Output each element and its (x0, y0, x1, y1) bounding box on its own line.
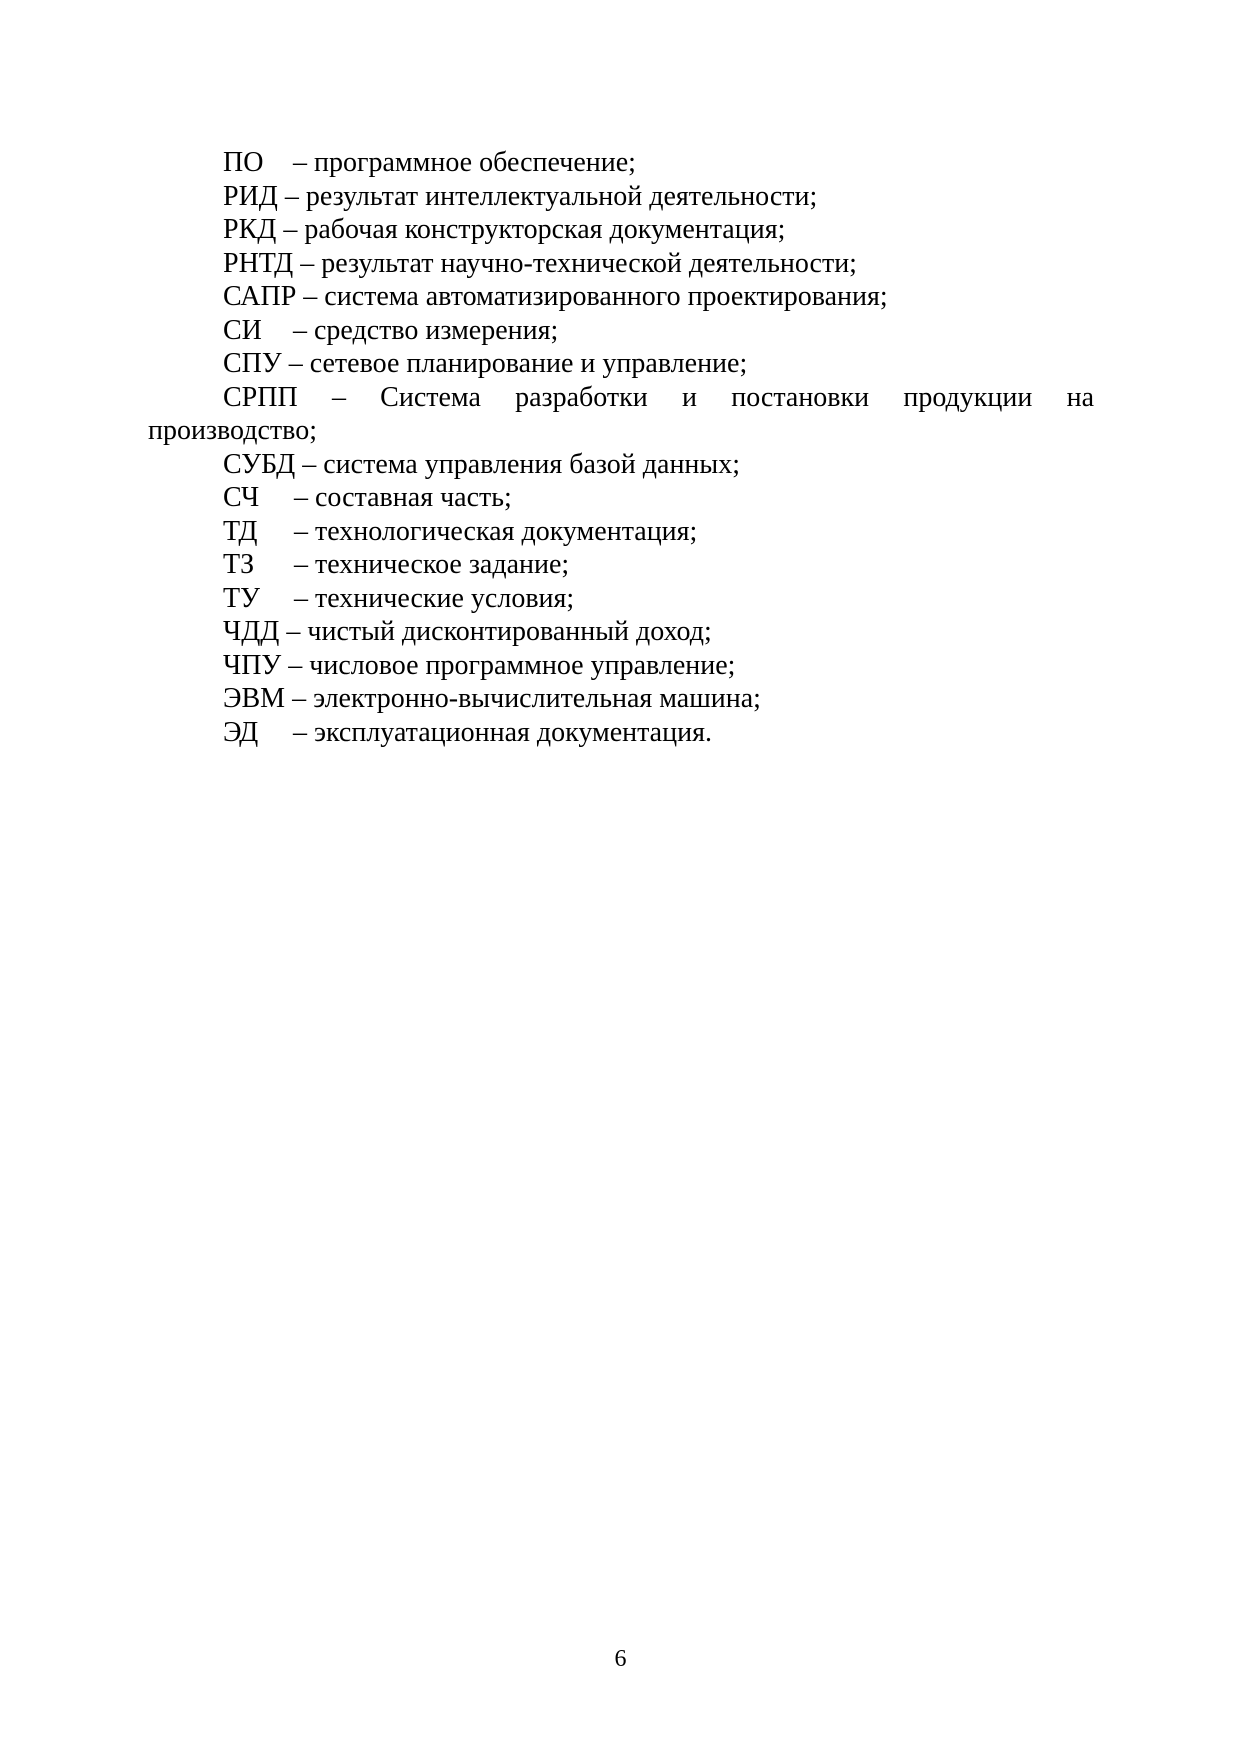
abbreviation-term: ЭВМ (223, 683, 286, 714)
definition-word: и (681, 381, 697, 413)
abbreviation-term: ЭД (223, 716, 259, 748)
abbreviation-entry (148, 716, 1094, 750)
definition-word: на (1066, 381, 1094, 413)
abbreviation-definition: – программное обеспечение; (293, 147, 636, 178)
abbreviation-inline (223, 448, 740, 482)
definition-word: продукции (903, 381, 1033, 413)
abbreviation-inline (223, 347, 747, 381)
abbreviation-definition: – сетевое планирование и управление; (288, 348, 748, 379)
abbreviation-list (148, 146, 1094, 749)
abbreviation-continuation (148, 414, 1094, 448)
abbreviation-term: РНТД (223, 247, 294, 279)
abbreviation-inline (223, 682, 761, 716)
definition-word: Система (380, 381, 481, 413)
abbreviation-entry (148, 682, 1094, 716)
abbreviation-inline (223, 649, 735, 683)
abbreviation-inline (223, 615, 712, 649)
abbreviation-term: ТД (223, 515, 258, 547)
abbreviation-term: СРПП (223, 381, 298, 413)
abbreviation-definition: – технологическая документация; (294, 515, 698, 547)
abbreviation-term: ТЗ (223, 549, 255, 580)
abbreviation-entry (148, 314, 1094, 348)
abbreviation-entry (148, 247, 1094, 281)
abbreviation-term: РКД (223, 214, 277, 245)
abbreviation-entry (148, 347, 1094, 381)
abbreviation-entry-justified (148, 381, 1094, 415)
page-number: 6 (614, 1646, 627, 1672)
abbreviation-entry (148, 213, 1094, 247)
abbreviation-entry (148, 615, 1094, 649)
abbreviation-term: ЧДД (223, 616, 280, 647)
abbreviation-entry (148, 180, 1094, 214)
abbreviation-inline (223, 180, 817, 214)
abbreviation-term: СУБД (223, 448, 296, 480)
abbreviation-entry (148, 582, 1094, 616)
abbreviation-entry (148, 448, 1094, 482)
abbreviation-term: ТУ (223, 582, 260, 614)
abbreviation-entry (148, 280, 1094, 314)
definition-word: разработки (515, 381, 648, 413)
abbreviation-entry (148, 146, 1094, 180)
abbreviation-entry (148, 548, 1094, 582)
abbreviation-inline (223, 280, 888, 314)
abbreviation-definition-continuation: производство; (148, 415, 317, 446)
abbreviation-term: ЧПУ (223, 649, 282, 681)
abbreviation-entry (148, 481, 1094, 515)
abbreviation-definition: – рабочая конструкторская документация; (283, 214, 786, 245)
abbreviation-definition: – средство измерения; (293, 314, 559, 346)
abbreviation-definition: – эксплуатационная документация. (293, 716, 712, 748)
abbreviation-definition: – чистый дисконтированный доход; (286, 616, 712, 647)
justified-definition-line (223, 381, 1094, 415)
abbreviation-term: СИ (223, 314, 262, 346)
abbreviation-term: СЧ (223, 482, 260, 513)
abbreviation-definition: – технические условия; (294, 582, 575, 614)
abbreviation-definition: – электронно-вычислительная машина; (292, 683, 761, 714)
abbreviation-definition: – система управления базой данных; (302, 448, 741, 480)
abbreviation-term: РИД (223, 180, 278, 212)
abbreviation-definition: – составная часть; (294, 482, 512, 513)
abbreviation-term: САПР (223, 281, 297, 312)
abbreviation-definition: – техническое задание; (294, 549, 570, 580)
abbreviation-definition: – результат научно-технической деятельности; (300, 247, 857, 279)
abbreviation-inline (223, 213, 785, 247)
abbreviation-inline (223, 247, 857, 281)
abbreviation-term: ПО (223, 147, 264, 178)
abbreviation-definition: – система автоматизированного проектирования; (303, 281, 888, 312)
definition-word: – (331, 381, 346, 413)
abbreviation-definition: – числовое программное управление; (288, 649, 736, 681)
abbreviation-definition: – результат интеллектуальной деятельности; (284, 180, 818, 212)
definition-word: постановки (731, 381, 870, 413)
abbreviation-entry (148, 649, 1094, 683)
abbreviation-term: СПУ (223, 348, 282, 379)
abbreviation-entry (148, 515, 1094, 549)
